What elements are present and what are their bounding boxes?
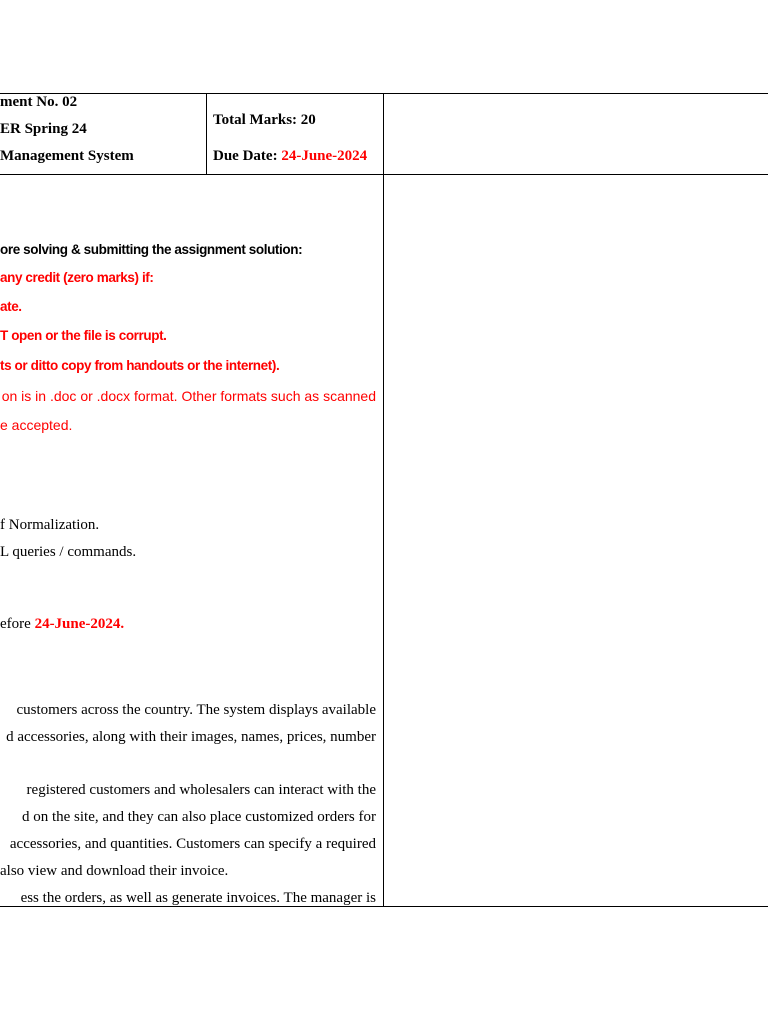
course-title: Management System [0,148,134,164]
deadline-date: 24-June-2024. [34,616,125,632]
scenario-line-7: ess the orders, as well as generate invoices. The manager is [20,890,376,906]
due-date-value: 24-June-2024 [281,148,368,164]
scenario-line-1: customers across the country. The system displays available [16,702,376,718]
instructions-heading: ore solving & submitting the assignment solution: [0,242,303,257]
objective-normalization: f Normalization. [0,517,100,533]
deadline-prefix: efore [0,616,35,632]
submission-deadline [0,617,124,632]
semester-label: ER Spring 24 [0,121,87,137]
due-date [213,149,367,164]
assignment-body [0,175,376,906]
scenario-line-5: accessories, and quantities. Customers can specify a required [9,836,376,852]
zero-marks-rule-copied: ts or ditto copy from handouts or the internet). [0,358,280,373]
zero-marks-intro: any credit (zero marks) if: [0,270,154,285]
scenario-line-4: d on the site, and they can also place customized orders for [21,809,376,825]
zero-marks-rule-corrupt: T open or the file is corrupt. [0,328,167,343]
assignment-number: ment No. 02 [0,94,78,110]
due-date-label: Due Date: [213,148,282,164]
file-format-note-line2: e accepted. [0,417,73,433]
scenario-line-2: d accessories, along with their images, names, prices, number [6,729,376,745]
scenario-line-6: also view and download their invoice. [0,863,229,879]
main-column-divider [383,93,384,907]
header-cell-divider [206,93,207,175]
table-top-border [0,93,768,94]
total-marks: Total Marks: 20 [213,112,316,128]
file-format-note-line1: on is in .doc or .docx format. Other formats such as scanned [1,388,376,404]
objective-sql: L queries / commands. [0,544,137,560]
table-bottom-border [0,906,768,907]
scenario-line-3: registered customers and wholesalers can interact with the [26,782,376,798]
zero-marks-rule-late: ate. [0,299,22,314]
